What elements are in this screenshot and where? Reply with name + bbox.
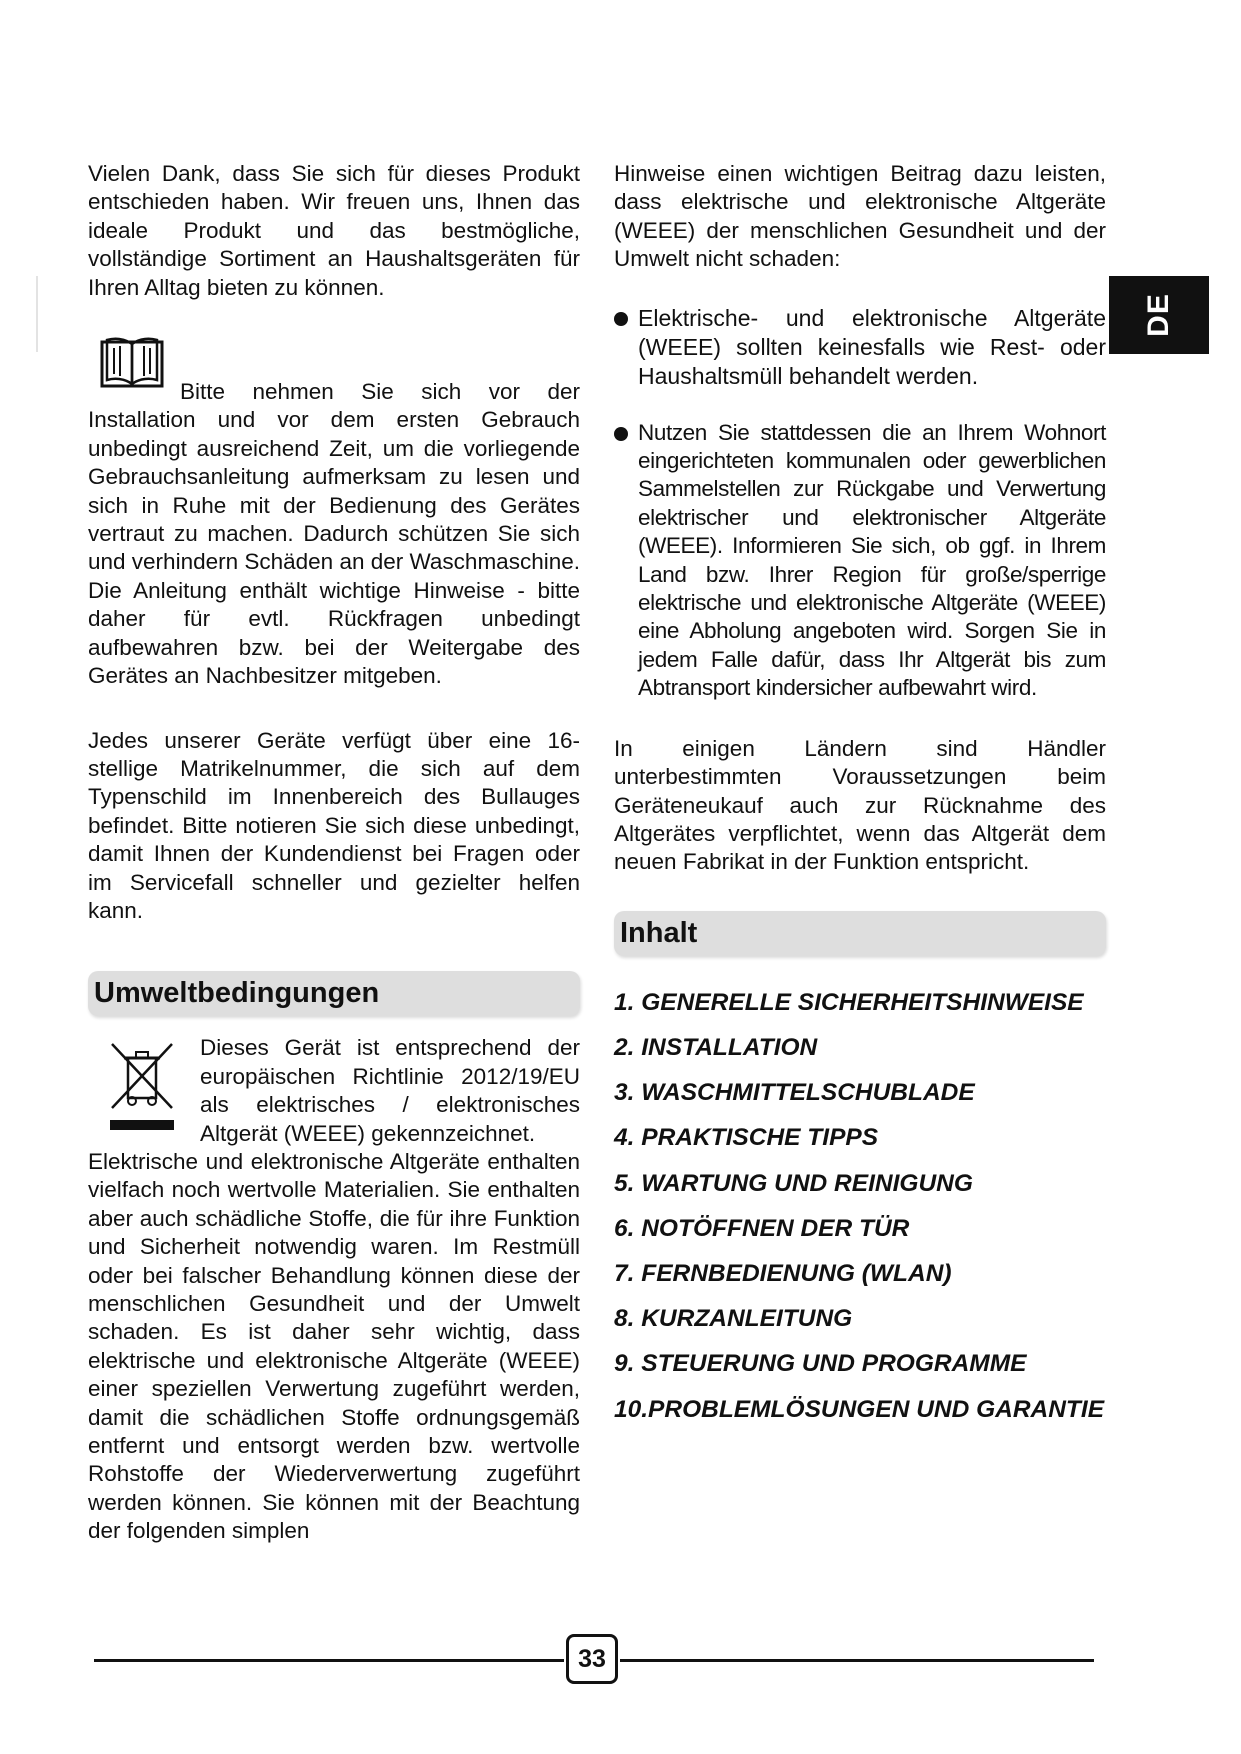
weee-intro-paragraph: Dieses Gerät ist entsprechend der europäischen Richtlinie 2012/19/EU als elektrisches / elektronisches Altgerät (WEEE) gekennzeichnet. (200, 1035, 580, 1146)
read-manual-paragraph: Bitte nehmen Sie sich vor der Installation und vor dem ersten Gebrauch unbedingt ausreichend Zeit, um die vorliegende Gebrauchsanleitung aufmerksam zu lesen und sich in Ruhe mit der Bedienung des Gerätes vertraut zu machen. Dadurch schützen Sie sich und verhindern Schäden an der Waschmaschine. Die Anleitung enthält wichtige Hinweise - bitte daher für evtl. Rückfragen unbedingt aufbewahren bzw. bei der Weitergabe des Gerätes an Nachbesitzer mitgeben. (88, 379, 580, 689)
serial-number-paragraph: Jedes unserer Geräte verfügt über eine 16-stellige Matrikelnummer, die sich auf dem Typenschild im Innenbereich des Bullauges befindet. Bitte notieren Sie sich diese unbedingt, damit Ihnen der Kundendienst bei Fragen oder im Servicefall schneller und gezielter helfen kann. (88, 727, 580, 923)
read-manual-section (88, 336, 580, 690)
toc-item[interactable]: 6. NOTÖFFNEN DER TÜR (614, 1214, 910, 1242)
footer-rule-left (94, 1659, 564, 1662)
toc-item[interactable]: 2. INSTALLATION (614, 1033, 818, 1061)
bullet-dot-icon (614, 427, 628, 441)
toc-heading: Inhalt (614, 911, 1106, 956)
toc-item[interactable]: 4. PRAKTISCHE TIPPS (614, 1124, 879, 1152)
language-tab-label: DE (1142, 293, 1175, 337)
page-number: 33 (566, 1634, 618, 1684)
toc-item[interactable]: 3. WASCHMITTELSCHUBLADE (614, 1079, 975, 1107)
toc-item[interactable]: 8. KURZANLEITUNG (614, 1305, 853, 1333)
table-of-contents (614, 980, 1106, 1432)
bullet-item (614, 304, 1106, 391)
language-tab (1109, 276, 1209, 354)
bullet-text: Nutzen Sie stattdessen die an Ihrem Wohnort eingerichteten kommunalen oder gewerblichen Sammelstellen zur Rückgabe und Verwertung elektrischer und elektronischer Altgeräte (WEEE). Informieren Sie sich, ob ggf. in Ihrem Land bzw. Ihrer Region für große/sperrige elektrische und elektronische Altgeräte (WEEE) eine Abholung angeboten wird. Sorgen Sie in jedem Falle dafür, dass Ihr Altgerät bis zum Abtransport kindersicher aufbewahrt wird. (638, 419, 1106, 701)
bullet-dot-icon (614, 312, 628, 326)
footer-rule-right (620, 1659, 1094, 1662)
intro-paragraph: Vielen Dank, dass Sie sich für dieses Produkt entschieden haben. Wir freuen uns, Ihnen das ideale Produkt und das bestmögliche, vollständige Sortiment an Haushaltsgeräten für Ihren Alltag bieten zu können. (88, 161, 580, 300)
right-column (614, 160, 1106, 1432)
bullet-text: Elektrische- und elektronische Altgeräte (WEEE) sollten keinesfalls wie Rest- oder Haushaltsmüll behandelt werden. (638, 304, 1106, 389)
bullet-item (614, 419, 1106, 703)
weee-body-paragraph: Elektrische und elektronische Altgeräte enthalten vielfach noch wertvolle Materialien. Sie enthalten aber auch schädliche Stoffe, die für ihre Funktion und Sicherheit notwendig waren. Im Restmüll oder bei falscher Behandlung können diese der menschlichen Gesundheit und der Umwelt schaden. Es ist daher sehr wichtig, dass elektrische und elektronische Altgeräte (WEEE) einer speziellen Verwertung zugeführt werden, damit die schädlichen Stoffe ordnungsgemäß entfernt und entsorgt werden bzw. wertvolle Rohstoffe der Wiederverwertung zugeführt werden können. Sie können mit der Beachtung der folgenden simplen (88, 1148, 580, 1544)
continuation-paragraph: Hinweise einen wichtigen Beitrag dazu leisten, dass elektrische und elektronische Altgeräte (WEEE) der menschlichen Gesundheit und der Umwelt nicht schaden: (614, 161, 1106, 272)
margin-mark (36, 276, 38, 352)
dealers-paragraph: In einigen Ländern sind Händler unterbestimmten Voraussetzungen beim Geräteneukauf auch zur Rücknahme des Altgerätes verpflichtet, wenn das Altgerät dem neuen Fabrikat in der Funktion entspricht. (614, 735, 1106, 875)
left-column (88, 160, 580, 1546)
environment-heading: Umweltbedingungen (88, 971, 580, 1016)
toc-item[interactable]: 9. STEUERUNG UND PROGRAMME (614, 1350, 1027, 1378)
toc-item[interactable]: 7. FERNBEDIENUNG (WLAN) (614, 1259, 952, 1287)
weee-section (88, 1034, 580, 1148)
crossed-out-wheelie-bin-icon (106, 1038, 178, 1134)
toc-item[interactable]: 5. WARTUNG UND REINIGUNG (614, 1169, 973, 1197)
open-book-icon (100, 336, 164, 388)
toc-item[interactable]: 10.PROBLEMLÖSUNGEN UND GARANTIE (614, 1395, 1105, 1423)
toc-item[interactable]: 1. GENERELLE SICHERHEITSHINWEISE (614, 988, 1084, 1016)
